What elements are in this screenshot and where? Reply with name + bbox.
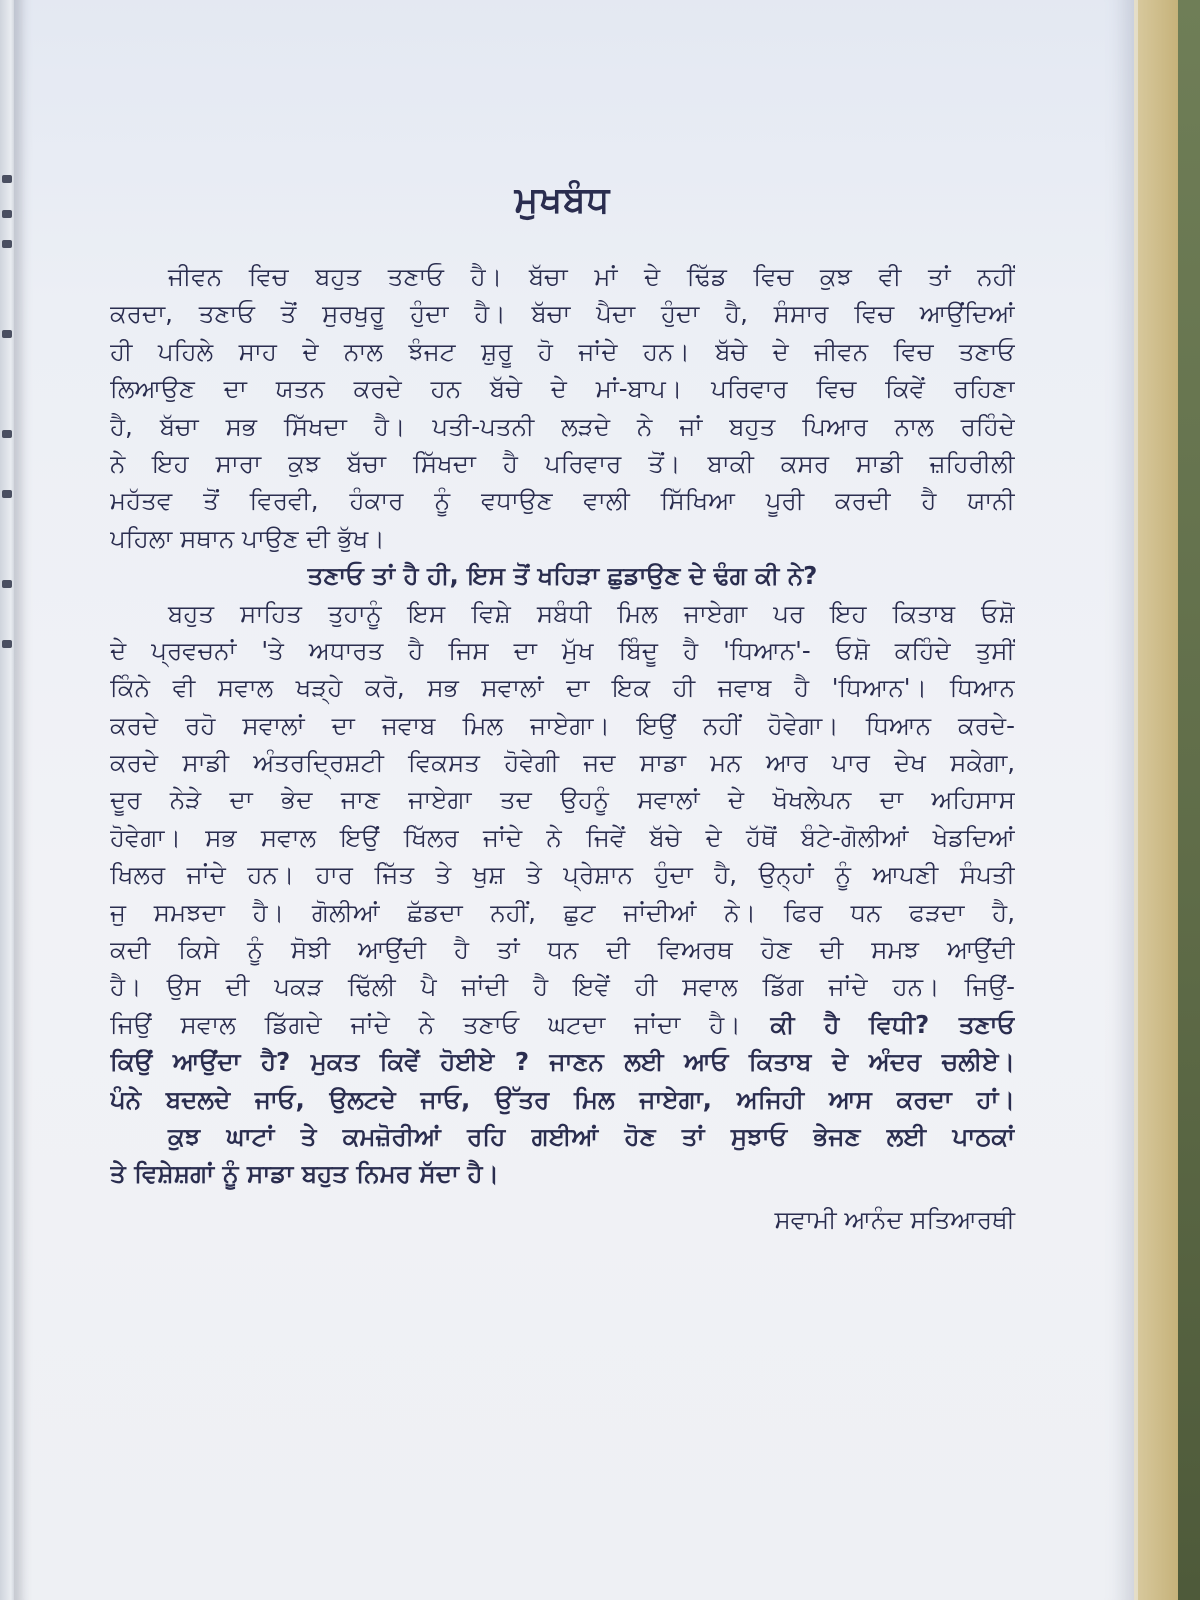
text-line: ਕਰਦੇ ਰਹੋ ਸਵਾਲਾਂ ਦਾ ਜਵਾਬ ਮਿਲ ਜਾਏਗਾ। ਇਉਂ ਨਹੀਂ ਹੋਵੇਗਾ। ਧਿਆਨ ਕਰਦੇ- <box>110 710 1015 740</box>
edge-mark <box>2 490 12 498</box>
subheading: ਤਣਾਓ ਤਾਂ ਹੈ ਹੀ, ਇਸ ਤੋਂ ਖਹਿੜਾ ਛੁਡਾਉਣ ਦੇ ਢੰਗ ਕੀ ਨੇ? <box>307 561 818 591</box>
text-line: ਨੇ ਇਹ ਸਾਰਾ ਕੁਝ ਬੱਚਾ ਸਿੱਖਦਾ ਹੈ ਪਰਿਵਾਰ ਤੋਂ। ਬਾਕੀ ਕਸਰ ਸਾਡੀ ਜ਼ਹਿਰੀਲੀ <box>110 448 1015 478</box>
text-line: ਦੇ ਪ੍ਰਵਚਨਾਂ 'ਤੇ ਅਧਾਰਤ ਹੈ ਜਿਸ ਦਾ ਮੁੱਖ ਬਿੰਦੂ ਹੈ 'ਧਿਆਨ'- ਓਸ਼ੋ ਕਹਿੰਦੇ ਤੁਸੀਂ <box>110 635 1015 665</box>
text-line: ਜੁ ਸਮਝਦਾ ਹੈ। ਗੋਲੀਆਂ ਛੱਡਦਾ ਨਹੀਂ, ਛੁਟ ਜਾਂਦੀਆਂ ਨੇ। ਫਿਰ ਧਨ ਫੜਦਾ ਹੈ, <box>110 897 1015 927</box>
edge-mark <box>2 640 12 648</box>
text-line: ਹੈ, ਬੱਚਾ ਸਭ ਸਿੱਖਦਾ ਹੈ। ਪਤੀ-ਪਤਨੀ ਲੜਦੇ ਨੇ ਜਾਂ ਬਹੁਤ ਪਿਆਰ ਨਾਲ ਰਹਿੰਦੇ <box>110 411 1015 441</box>
text-line: ਪਹਿਲਾ ਸਥਾਨ ਪਾਉਣ ਦੀ ਭੁੱਖ। <box>110 523 385 553</box>
text-line: ਕਰਦਾ, ਤਣਾਓ ਤੋਂ ਸੁਰਖੁਰੂ ਹੁੰਦਾ ਹੈ। ਬੱਚਾ ਪੈਦਾ ਹੁੰਦਾ ਹੈ, ਸੰਸਾਰ ਵਿਚ ਆਉਂਦਿਆਂ <box>110 299 1015 329</box>
text-line: ਕਦੀ ਕਿਸੇ ਨੂੰ ਸੋਝੀ ਆਉਂਦੀ ਹੈ ਤਾਂ ਧਨ ਦੀ ਵਿਅਰਥ ਹੋਣ ਦੀ ਸਮਝ ਆਉਂਦੀ <box>110 935 1015 965</box>
text-line-bold: ਕੁਝ ਘਾਟਾਂ ਤੇ ਕਮਜ਼ੋਰੀਆਂ ਰਹਿ ਗਈਆਂ ਹੋਣ ਤਾਂ ਸੁਝਾਓ ਭੇਜਣ ਲਈ ਪਾਠਕਾਂ <box>168 1121 1015 1151</box>
text-line-bold: ਕਿਉਂ ਆਉਂਦਾ ਹੈ? ਮੁਕਤ ਕਿਵੇਂ ਹੋਈਏ ? ਜਾਣਨ ਲਈ ਆਓ ਕਿਤਾਬ ਦੇ ਅੰਦਰ ਚਲੀਏ। <box>110 1047 1015 1077</box>
text-line: ਕਰਦੇ ਸਾਡੀ ਅੰਤਰਦ੍ਰਿਸ਼ਟੀ ਵਿਕਸਤ ਹੋਵੇਗੀ ਜਦ ਸਾਡਾ ਮਨ ਆਰ ਪਾਰ ਦੇਖ ਸਕੇਗਾ, <box>110 748 1015 778</box>
text-line: ਦੂਰ ਨੇੜੇ ਦਾ ਭੇਦ ਜਾਣ ਜਾਏਗਾ ਤਦ ਉਹਨੂੰ ਸਵਾਲਾਂ ਦੇ ਖੋਖਲੇਪਨ ਦਾ ਅਹਿਸਾਸ <box>110 785 1015 815</box>
text-line: ਜੀਵਨ ਵਿਚ ਬਹੁਤ ਤਣਾਓ ਹੈ। ਬੱਚਾ ਮਾਂ ਦੇ ਢਿੱਡ ਵਿਚ ਕੁਝ ਵੀ ਤਾਂ ਨਹੀਂ <box>168 262 1015 291</box>
text-line: ਖਿਲਰ ਜਾਂਦੇ ਹਨ। ਹਾਰ ਜਿੱਤ ਤੇ ਖੁਸ਼ ਤੇ ਪ੍ਰੇਸ਼ਾਨ ਹੁੰਦਾ ਹੈ, ਉਨ੍ਹਾਂ ਨੂੰ ਆਪਣੀ ਸੰਪਤੀ <box>110 860 1015 890</box>
text-line-plain-part: ਜਿਉਂ ਸਵਾਲ ਡਿੱਗਦੇ ਜਾਂਦੇ ਨੇ ਤਣਾਓ ਘਟਦਾ ਜਾਂਦਾ ਹੈ। <box>110 1009 741 1039</box>
author-signature: ਸਵਾਮੀ ਆਨੰਦ ਸਤਿਆਰਥੀ <box>774 1204 1015 1234</box>
page-text <box>110 180 1015 1234</box>
page-title: ਮੁਖਬੰਧ <box>514 180 611 221</box>
edge-mark <box>2 240 12 248</box>
edge-mark <box>2 175 12 183</box>
text-line: ਬਹੁਤ ਸਾਹਿਤ ਤੁਹਾਨੂੰ ਇਸ ਵਿਸ਼ੇ ਸਬੰਧੀ ਮਿਲ ਜਾਏਗਾ ਪਰ ਇਹ ਕਿਤਾਬ ਓਸ਼ੋ <box>168 598 1015 628</box>
edge-mark <box>2 580 12 588</box>
text-line: ਹੋਵੇਗਾ। ਸਭ ਸਵਾਲ ਇਉਂ ਖਿੱਲਰ ਜਾਂਦੇ ਨੇ ਜਿਵੇਂ ਬੱਚੇ ਦੇ ਹੱਥੋਂ ਬੰਟੇ-ਗੋਲੀਆਂ ਖੇਡਦਿਆਂ <box>110 822 1015 852</box>
text-line: ਕਿੰਨੇ ਵੀ ਸਵਾਲ ਖੜ੍ਹੇ ਕਰੋ, ਸਭ ਸਵਾਲਾਂ ਦਾ ਇਕ ਹੀ ਜਵਾਬ ਹੈ 'ਧਿਆਨ'। ਧਿਆਨ <box>110 673 1015 703</box>
text-line-bold: ਪੰਨੇ ਬਦਲਦੇ ਜਾਓ, ਉਲਟਦੇ ਜਾਓ, ਉੱਤਰ ਮਿਲ ਜਾਏਗਾ, ਅਜਿਹੀ ਆਸ ਕਰਦਾ ਹਾਂ। <box>110 1084 1015 1114</box>
text-line: ਲਿਆਉਣ ਦਾ ਯਤਨ ਕਰਦੇ ਹਨ ਬੱਚੇ ਦੇ ਮਾਂ-ਬਾਪ। ਪਰਿਵਾਰ ਵਿਚ ਕਿਵੇਂ ਰਹਿਣਾ <box>110 374 1015 404</box>
book-page <box>14 0 1134 1600</box>
text-line-bold: ਤੇ ਵਿਸ਼ੇਸ਼ਗਾਂ ਨੂੰ ਸਾਡਾ ਬਹੁਤ ਨਿਮਰ ਸੱਦਾ ਹੈ। <box>110 1159 500 1189</box>
edge-mark <box>2 210 12 218</box>
text-line-bold-part: ਕੀ ਹੈ ਵਿਧੀ? ਤਣਾਓ <box>740 1009 1015 1039</box>
edge-mark <box>2 430 12 438</box>
edge-mark <box>2 330 12 338</box>
text-line: ਹੀ ਪਹਿਲੇ ਸਾਹ ਦੇ ਨਾਲ ਝੰਜਟ ਸ਼ੁਰੂ ਹੋ ਜਾਂਦੇ ਹਨ। ਬੱਚੇ ਦੇ ਜੀਵਨ ਵਿਚ ਤਣਾਓ <box>110 336 1015 366</box>
text-line-mixed <box>110 1006 1015 1043</box>
text-line: ਮਹੱਤਵ ਤੋਂ ਵਿਰਵੀ, ਹੰਕਾਰ ਨੂੰ ਵਧਾਉਣ ਵਾਲੀ ਸਿੱਖਿਆ ਪੂਰੀ ਕਰਦੀ ਹੈ ਯਾਨੀ <box>110 486 1015 516</box>
text-line: ਹੈ। ਉਸ ਦੀ ਪਕੜ ਢਿੱਲੀ ਪੈ ਜਾਂਦੀ ਹੈ ਇਵੇਂ ਹੀ ਸਵਾਲ ਡਿੱਗ ਜਾਂਦੇ ਹਨ। ਜਿਉਂ- <box>110 972 1015 1002</box>
